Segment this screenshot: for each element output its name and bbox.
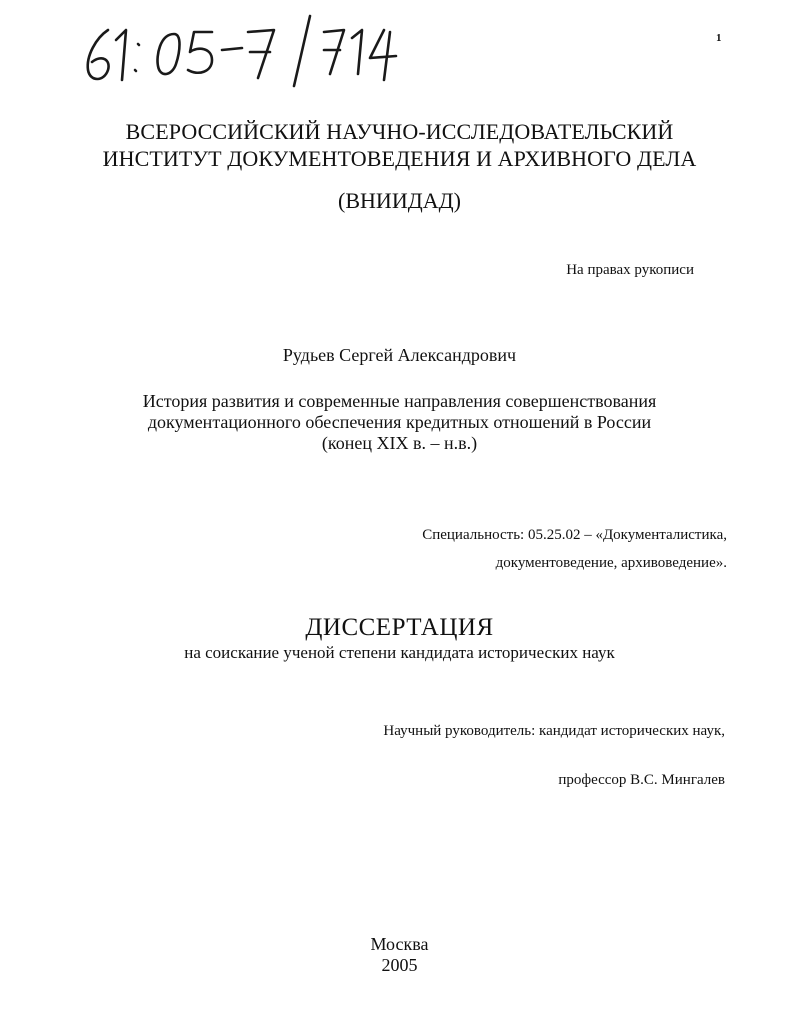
thesis-title xyxy=(0,391,799,454)
year: 2005 xyxy=(381,955,418,975)
institution-abbreviation: (ВНИИДАД) xyxy=(338,188,461,213)
specialty-line-2: документоведение, архивоведение». xyxy=(495,555,727,571)
work-type-heading: ДИССЕРТАЦИЯ xyxy=(305,614,494,641)
thesis-title-line-1: История развития и современные направления совершенствования xyxy=(142,391,657,411)
thesis-title-line-3: (конец XIX в. – н.в.) xyxy=(321,433,478,453)
specialty-line-1: Специальность: 05.25.02 – «Документалистика, xyxy=(422,527,727,543)
manuscript-rights-note: На правах рукописи xyxy=(566,262,694,278)
institution-name xyxy=(0,118,799,172)
institution-line-1: ВСЕРОССИЙСКИЙ НАУЧНО-ИССЛЕДОВАТЕЛЬСКИЙ xyxy=(125,119,674,144)
supervisor-line-2: профессор В.С. Мингалев xyxy=(558,772,725,788)
degree-description: на соискание ученой степени кандидата исторических наук xyxy=(184,643,615,662)
supervisor-line-1: Научный руководитель: кандидат исторических наук, xyxy=(383,723,725,739)
institution-line-2: ИНСТИТУТ ДОКУМЕНТОВЕДЕНИЯ И АРХИВНОГО ДЕЛА xyxy=(102,146,697,171)
author-name: Рудьев Сергей Александрович xyxy=(282,345,517,365)
handwritten-archive-mark xyxy=(78,8,408,90)
handwritten-mark-drawing xyxy=(78,8,408,90)
page-number: 1 xyxy=(716,32,722,44)
city: Москва xyxy=(370,934,429,954)
thesis-title-line-2: документационного обеспечения кредитных отношений в России xyxy=(147,412,652,432)
